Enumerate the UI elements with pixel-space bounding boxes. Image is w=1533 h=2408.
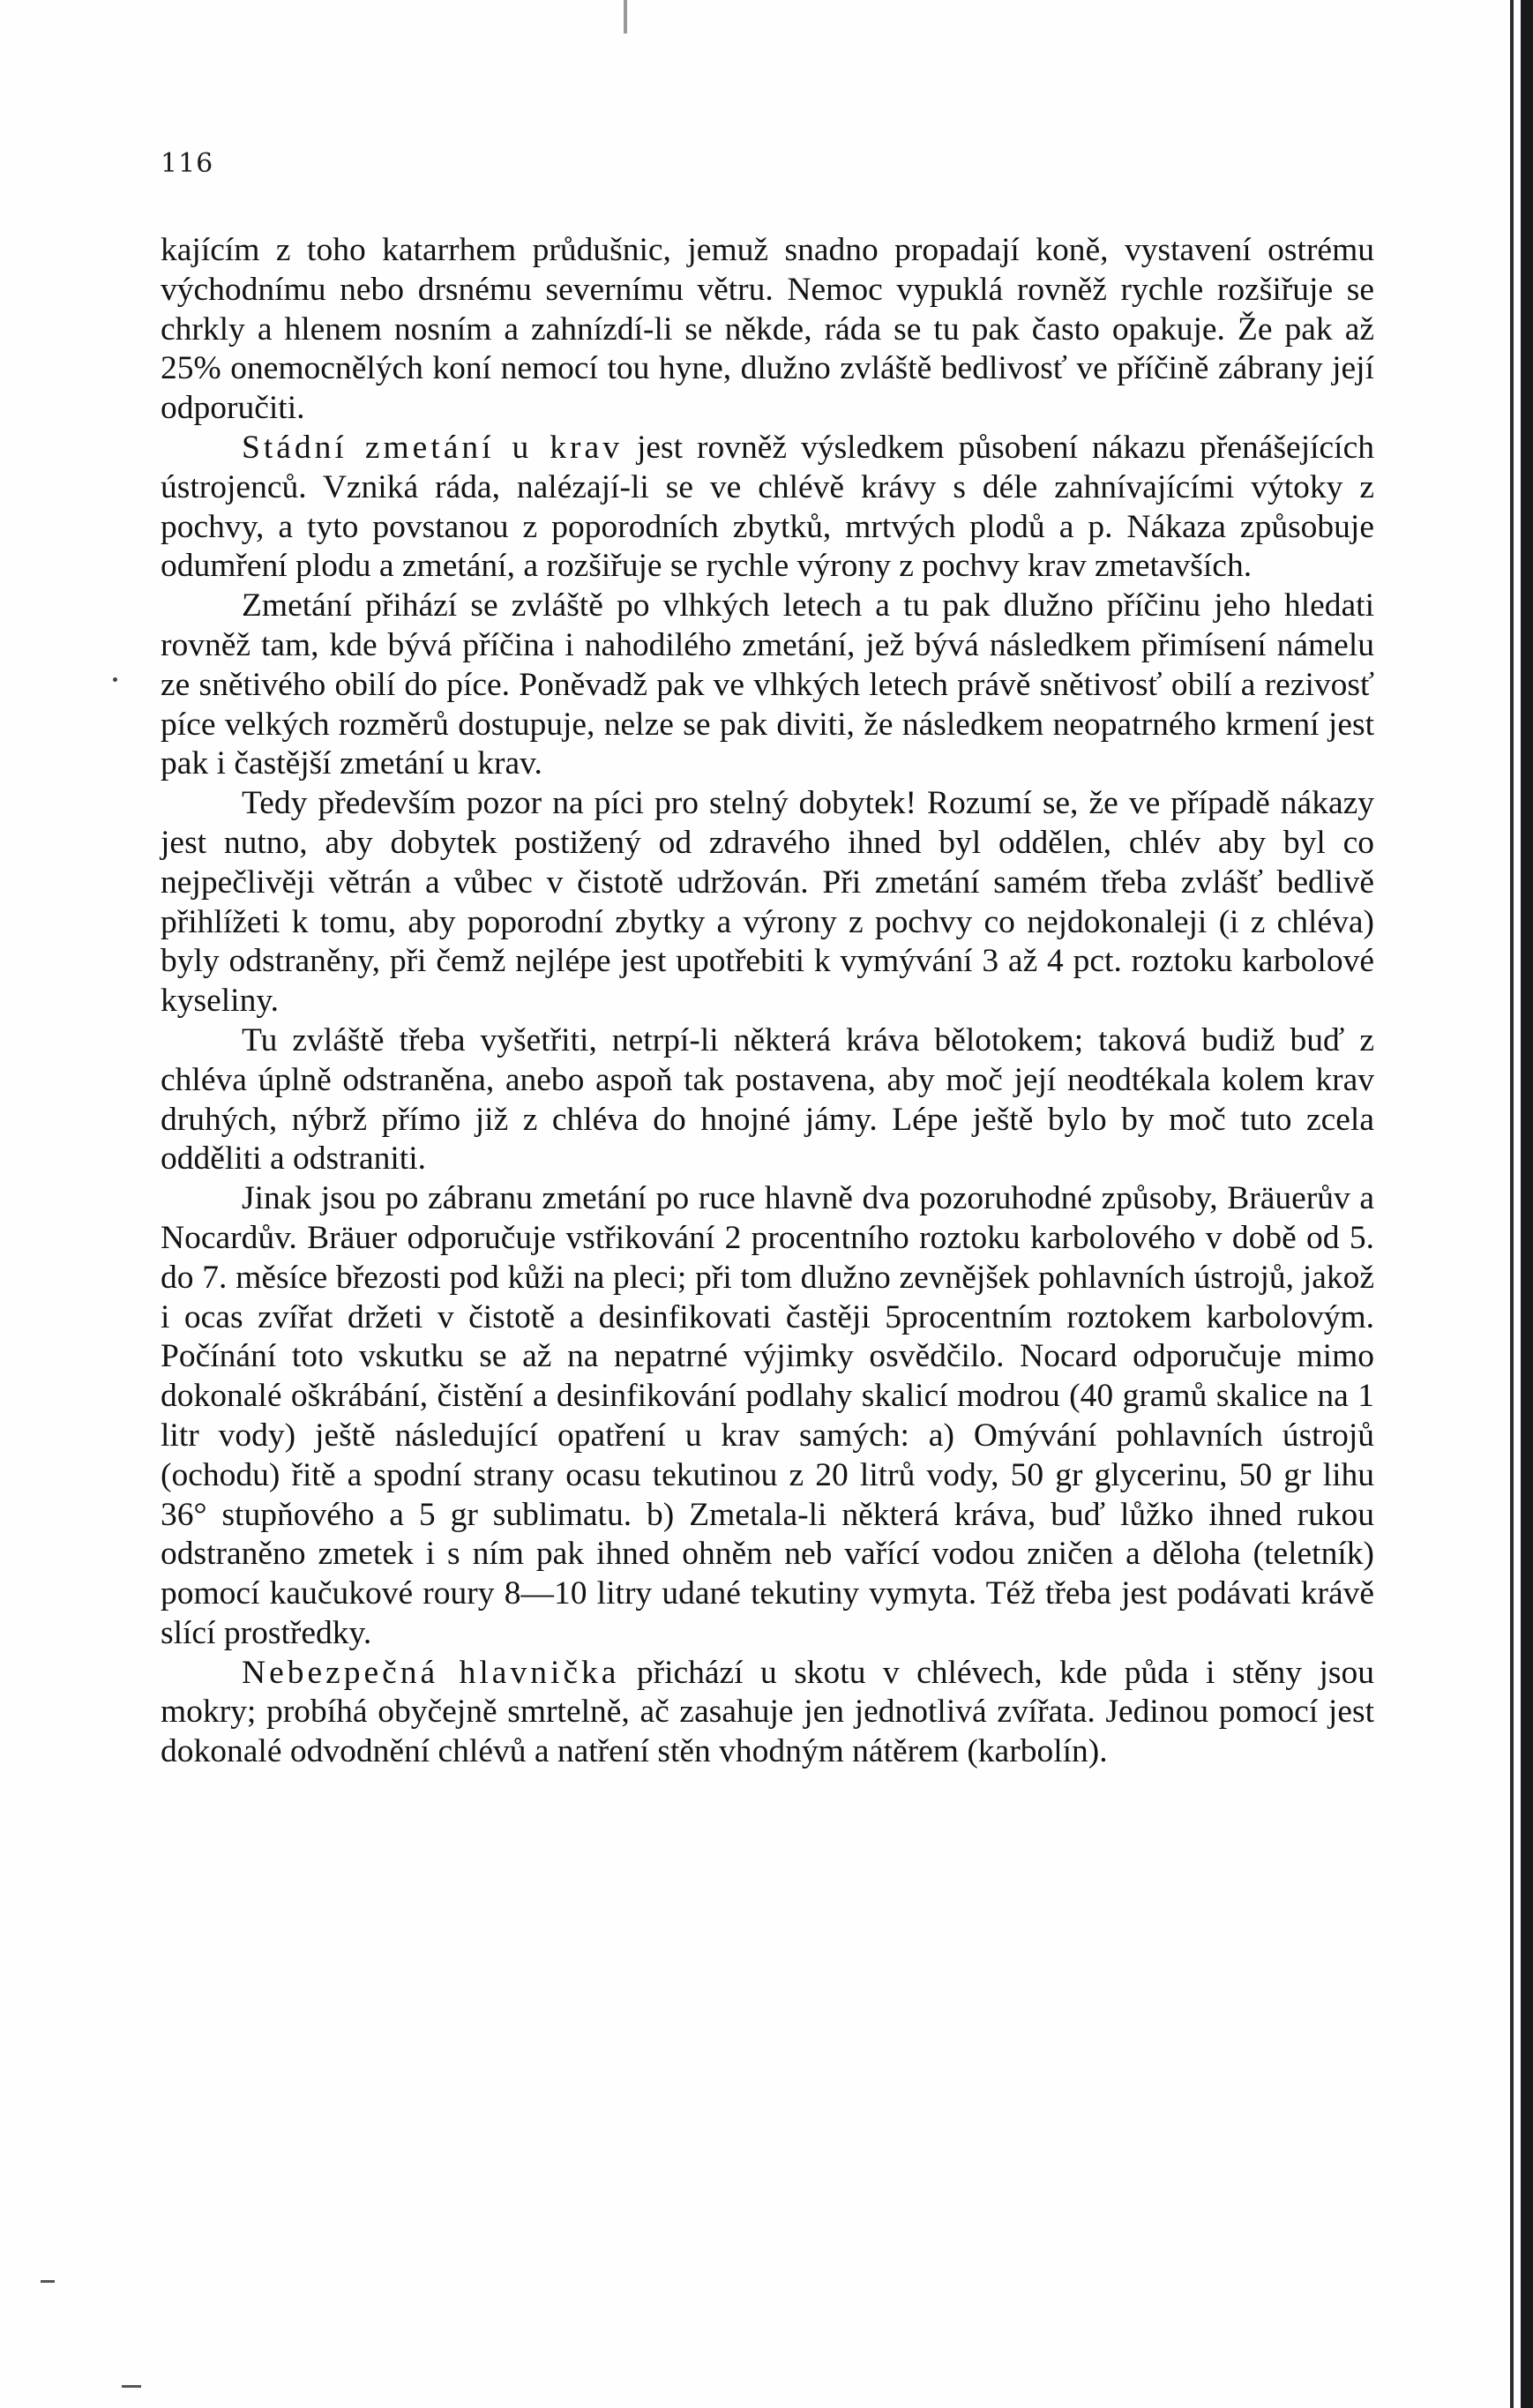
paragraph <box>161 1021 1374 1179</box>
scan-speck <box>113 677 117 682</box>
section-lead-term: Stádní zmetání u krav <box>242 429 623 466</box>
scan-bottom-mark <box>122 2385 141 2388</box>
paragraph-text: Zmetání přihází se zvláště po vlhkých letech a tu pak dlužno příčinu jeho hledati rovněž tam, kde bývá příčina i nahodilého zmetání, jež bývá následkem přimísení námelu ze snětivého obilí do píce. Poněvadž pak ve vlhkých letech právě snětivosť obilí a rezivosť píce velkých rozměrů dostupuje, nelze se pak diviti, že následkem neopatrného krmení jest pak i častější zmetání u krav. <box>161 587 1374 782</box>
page-number: 116 <box>161 148 214 179</box>
paragraph-text: přichází u skotu v chlévech, kde půda i stěny jsou mokry; probíhá obyčejně smrtelně, ač zasahuje jen jednotlivá zvířata. Jedinou pomocí jest dokonalé odvodnění chlévů a natření stěn vhodným nátěrem (karbolín). <box>161 1654 1374 1770</box>
scan-right-edge <box>1521 0 1533 2408</box>
scan-right-rule <box>1510 0 1514 2408</box>
body-text <box>161 231 1374 1772</box>
paragraph <box>161 784 1374 1021</box>
paragraph <box>161 1179 1374 1654</box>
paragraph <box>161 587 1374 784</box>
paragraph-text: Tu zvláště třeba vyšetřiti, netrpí-li některá kráva bělotokem; taková budiž buď z chléva úplně odstraněna, anebo aspoň tak postavena, aby moč její neodtékala kolem krav druhých, nýbrž přímo již z chléva do hnojné jámy. Lépe ještě bylo by moč tuto zcela odděliti a odstraniti. <box>161 1021 1374 1178</box>
scan-top-mark <box>624 0 627 34</box>
paragraph <box>161 1654 1374 1772</box>
scan-bottom-mark <box>41 2280 55 2283</box>
paragraph-text: kajícím z toho katarrhem průdušnic, jemuž snadno propadají koně, vystavení ostrému východnímu nebo drsnému severnímu větru. Nemoc vypuklá rovněž rychle rozšiřuje se chrkly a hlenem nosním a zahnízdí-li se někde, ráda se tu pak často opakuje. Že pak až 25% onemocnělých koní nemocí tou hyne, dlužno zvláště bedlivosť ve příčině zábrany její odporučiti. <box>161 232 1374 427</box>
paragraph <box>161 231 1374 429</box>
section-lead-term: Nebezpečná hlavnička <box>242 1654 620 1691</box>
paragraph-text: Tedy především pozor na píci pro stelný dobytek! Rozumí se, že ve případě nákazy jest nutno, aby dobytek postižený od zdravého ihned byl oddělen, chlév aby byl co nejpečlivěji větrán a vůbec v čistotě udržován. Při zmetání samém třeba zvlášť bedlivě přihlížeti k tomu, aby poporodní zbytky a výrony z pochvy co nejdokonaleji (i z chléva) byly odstraněny, při čemž nejlépe jest upotřebiti k vymývání 3 až 4 pct. roztoku karbolové kyseliny. <box>161 785 1374 1020</box>
paragraph-text: jest rovněž výsledkem působení nákazu přenášejících ústrojenců. Vzniká ráda, nalézají-li se ve chlévě krávy s déle zahnívajícími výtoky z pochvy, a tyto povstanou z poporodních zbytků, mrtvých plodů a p. Nákaza způsobuje odumření plodu a zmetání, a rozšiřuje se rychle výrony z pochvy krav zmetavších. <box>161 429 1374 585</box>
paragraph-text: Jinak jsou po zábranu zmetání po ruce hlavně dva pozoruhodné způsoby, Bräuerův a Nocardův. Bräuer odporučuje vstřikování 2 procentního roztoku karbolového v době od 5. do 7. měsíce březosti pod kůži na pleci; při tom dlužno zevnějšek pohlavních ústrojů, jakož i ocas zvířat držeti v čistotě a desinfikovati častěji 5procentním roztokem karbolovým. Počínání toto vskutku se až na nepatrné výjimky osvědčilo. Nocard odporučuje mimo dokonalé oškrábání, čistění a desinfikování podlahy skalicí modrou (40 gramů skalice na 1 litr vody) ještě následující opatření u krav samých: a) Omývání pohlavních ústrojů (ochodu) řitě a spodní strany ocasu tekutinou z 20 litrů vody, 50 gr glycerinu, 50 gr lihu 36° stupňového a 5 gr sublimatu. b) Zmetala-li některá kráva, buď lůžko ihned rukou odstraněno zmetek i s ním pak ihned ohněm neb vařící vodou zničen a děloha (teletník) pomocí kaučukové roury 8—10 litry udané tekutiny vymyta. Též třeba jest podávati krávě slící prostředky. <box>161 1180 1374 1651</box>
paragraph <box>161 429 1374 587</box>
